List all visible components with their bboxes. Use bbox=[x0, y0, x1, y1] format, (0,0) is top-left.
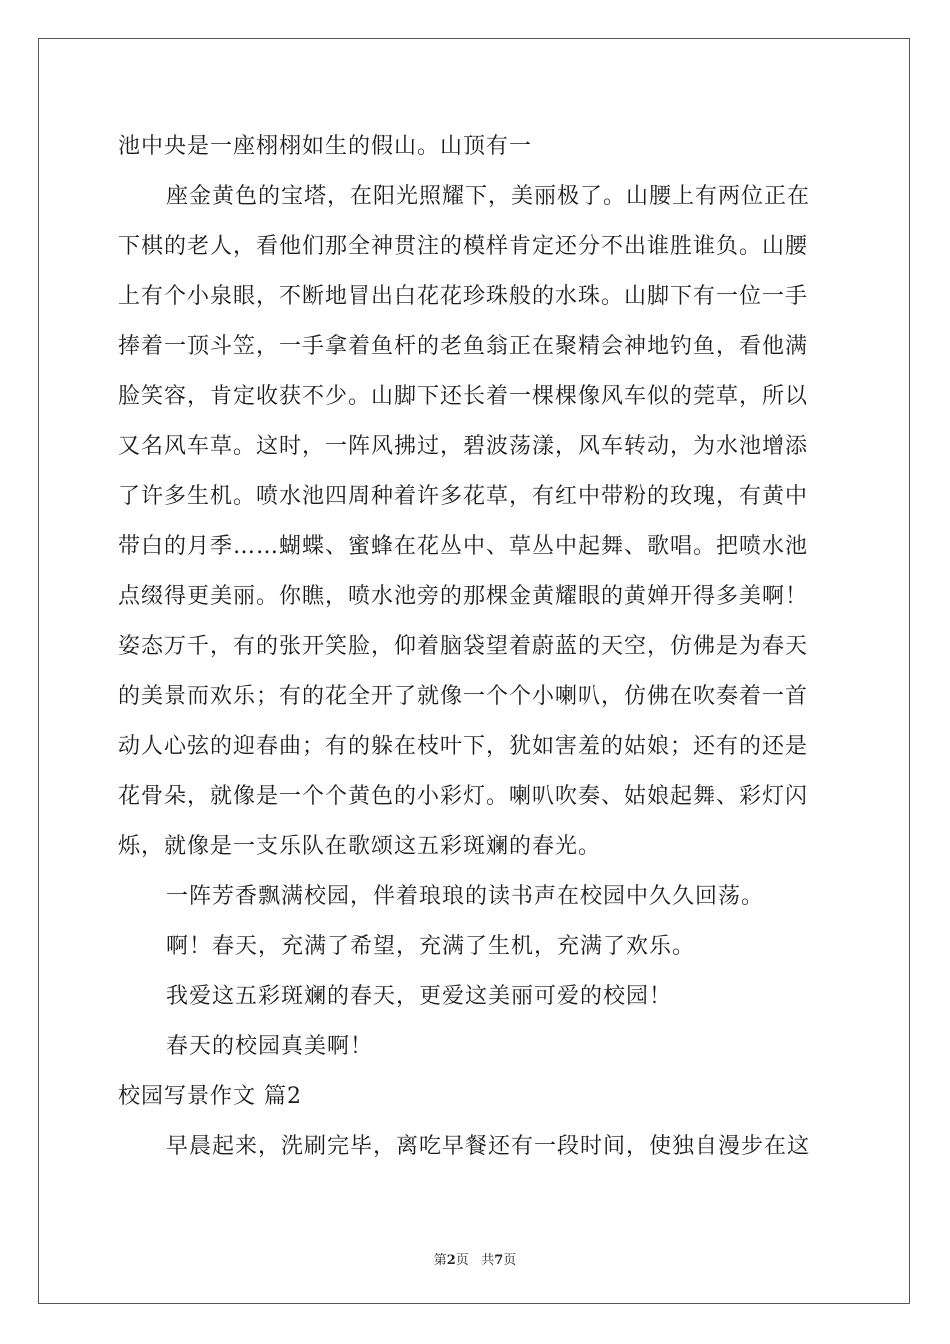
text-line: 的美景而欢乐；有的花全开了就像一个个小喇叭，仿佛在吹奏着一首 bbox=[118, 684, 809, 709]
text-line: 捧着一顶斗笠，一手拿着鱼杆的老鱼翁正在聚精会神地钓鱼，看他满 bbox=[118, 334, 809, 359]
footer-page-word: 页 bbox=[455, 1253, 469, 1268]
text-line: 又名风车草。这时，一阵风拂过，碧波荡漾，风车转动，为水池增添 bbox=[118, 434, 809, 459]
text-line: 烁，就像是一支乐队在歌颂这五彩斑斓的春光。 bbox=[118, 834, 602, 859]
text-line: 脸笑容，肯定收获不少。山脚下还长着一棵棵像风车似的莞草，所以 bbox=[118, 384, 809, 409]
text-line: 校园写景作文 篇2 bbox=[118, 1084, 302, 1109]
current-page-number: 2 bbox=[446, 1253, 456, 1268]
text-line: 花骨朵，就像是一个个黄色的小彩灯。喇叭吹奏、姑娘起舞、彩灯闪 bbox=[118, 784, 809, 809]
text-line: 一阵芳香飘满校园，伴着琅琅的读书声在校园中久久回荡。 bbox=[166, 884, 765, 909]
text-line: 带白的月季……蝴蝶、蜜蜂在花丛中、草丛中起舞、歌唱。把喷水池 bbox=[118, 534, 809, 559]
footer-total-prefix: 共 bbox=[481, 1253, 495, 1268]
text-line: 我爱这五彩斑斓的春天，更爱这美丽可爱的校园！ bbox=[166, 984, 673, 1009]
footer-total-word: 页 bbox=[503, 1253, 517, 1268]
total-page-count: 7 bbox=[494, 1253, 504, 1268]
text-line: 上有个小泉眼，不断地冒出白花花珍珠般的水珠。山脚下有一位一手 bbox=[118, 284, 809, 309]
text-line: 了许多生机。喷水池四周种着许多花草，有红中带粉的玫瑰，有黄中 bbox=[118, 484, 809, 509]
page-footer bbox=[0, 1249, 950, 1268]
text-line: 动人心弦的迎春曲；有的躲在枝叶下，犹如害羞的姑娘；还有的还是 bbox=[118, 734, 809, 759]
text-line: 下棋的老人，看他们那全神贯注的模样肯定还分不出谁胜谁负。山腰 bbox=[118, 234, 809, 259]
footer-prefix: 第 bbox=[433, 1253, 447, 1268]
text-line: 姿态万千，有的张开笑脸，仰着脑袋望着蔚蓝的天空，仿佛是为春天 bbox=[118, 634, 809, 659]
text-line: 啊！春天，充满了希望，充满了生机，充满了欢乐。 bbox=[166, 934, 696, 959]
text-line: 春天的校园真美啊！ bbox=[166, 1034, 374, 1059]
text-line: 早晨起来，洗刷完毕，离吃早餐还有一段时间，使独自漫步在这 bbox=[166, 1134, 811, 1159]
text-line: 座金黄色的宝塔，在阳光照耀下，美丽极了。山腰上有两位正在 bbox=[166, 184, 811, 209]
document-body bbox=[118, 122, 834, 1172]
text-line: 点缀得更美丽。你瞧，喷水池旁的那棵金黄耀眼的黄婵开得多美啊！ bbox=[118, 584, 809, 609]
text-line: 池中央是一座栩栩如生的假山。山顶有一 bbox=[118, 134, 533, 159]
